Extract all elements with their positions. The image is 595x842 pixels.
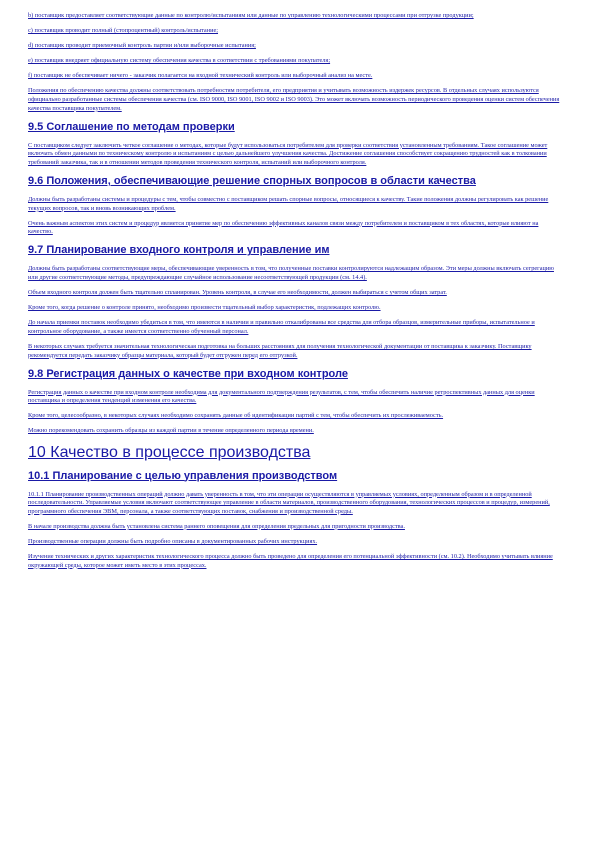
heading-9-5: 9.5 Соглашение по методам проверки — [28, 120, 235, 133]
paragraph-inspection-volume: Объем входного контроля должен быть тщательно спланирован. Уровень контроля, в случае его необходимости, должен выбираться с учетом общих затрат. — [28, 289, 447, 297]
paragraph-records: Регистрация данных о качестве при входном контроле необходима для документального подтверждения результатов, с тем, чтобы обеспечить наличие ретроспективных данных для оценки поставщика и определения тенденций изменения его качества. — [28, 388, 535, 405]
heading-9-7: 9.7 Планирование входного контроля и управление им — [28, 244, 330, 257]
paragraph-quality-assurance: Положения по обеспечению качества должны соответствовать потребностям потребителя, его предприятия и учитывать возможность издержек ресурсов. В отдельных случаях используются официально разработанные системы обеспечения качества (см. ISO 9000, ISO 9001, ISO 9002 и ISO 9003). Это может включать возможность периодического проведения оценки систем обеспечения качества поставщика покупателем. — [28, 87, 560, 112]
paragraph-equipment: До начала приемки поставок необходимо убедиться в том, что имеются в наличии и правильно откалиброваны все средства для отбора образцов, измерительные приборы, испытательное и контрольное оборудование, а также имеется соответственно обученный персонал. — [28, 319, 535, 335]
paragraph-e: e) поставщик внедряет официальную систему обеспечения качества в соответствии с требованиями покупателя; — [28, 57, 331, 65]
heading-9-8: 9.8 Регистрация данных о качестве при входном контроле — [28, 367, 348, 380]
heading-9-6: 9.6 Положения, обеспечивающие решение спорных вопросов в области качества — [28, 175, 476, 188]
paragraph-c: c) поставщик проводит полный (стопроцентный) контроль/испытание; — [28, 27, 219, 35]
paragraph-b: b) поставщик предоставляет соответствующие данные по контролю/испытаниям или данные по управлению технологическими процессами при отгрузке продукции; — [28, 12, 474, 19]
paragraph-early-warning: В начале производства должна быть установлена система раннего оповещения для определения предельных для пригодности производства. — [28, 522, 405, 530]
paragraph-work-instructions: Производственные операции должны быть подробно описаны в документированных рабочих инструкциях. — [28, 537, 318, 545]
heading-10: 10 Качество в процессе производства — [28, 443, 311, 461]
paragraph-traceability: Кроме того, целесообразно, в некоторых случаях необходимо сохранять данные об идентификации партий с тем, чтобы обеспечить их прослеживаемость. — [28, 412, 444, 420]
paragraph-communication: Очень важным аспектом этих систем и процедур является принятие мер по обеспечению эффективных каналов связи между потребителем и поставщиком в тех областях, которые влияют на качество. — [28, 219, 539, 236]
paragraph-verification-agreement: С поставщиком следует заключить четкое соглашение о методах, которые будут использоваться потребителем для проверки соответствия установленным требованиям. Такое соглашение может включать обмен данными по техническому контролю и испытаниям с целью дальнейшего улучшения качества. Достижение соглашения способствует сокращению трудностей как в толковании требований заказчика, так и в отношении методов проведения технического контроля, испытаний или выборочного контроля. — [28, 141, 548, 166]
paragraph-characteristics: Кроме того, когда решение о контроле принято, необходимо произвести тщательный выбор характеристик, подлежащих контролю. — [28, 304, 381, 312]
paragraph-dispute-systems: Должны быть разработаны системы и процедуры с тем, чтобы совместно с поставщиком решать спорные вопросы, относящиеся к качеству. Такие положения должны регулировать как решение текущих вопросов, так и вновь возникающих проблем. — [28, 196, 549, 212]
paragraph-process-capability: Изучение технических и других характеристик технологического процесса должно быть проведено для определения его потенциальной эффективности (см. 10.2). Необходимо учитывать влияние окружающей среды, которое может иметь место в этих процессах. — [28, 553, 553, 569]
paragraph-f: f) поставщик не обеспечивает ничего - заказчик полагается на входной технический контроль или выборочный анализ на месте. — [28, 72, 373, 80]
paragraph-samples: В некоторых случаях требуется значительная технологическая подготовка на больших расстояниях для получения технологической документации от поставщика к заказчику. Поставщику рекомендуется передать заказчику образцы материала, который будет отгружен перед его отгрузкой. — [28, 342, 532, 359]
paragraph-d: d) поставщик проводит приемочный контроль партии и/или выборочные испытания; — [28, 42, 256, 50]
heading-10-1: 10.1 Планирование с целью управления производством — [28, 469, 338, 482]
paragraph-incoming-measures: Должны быть разработаны соответствующие меры, обеспечивающие уверенность в том, что полученные поставки контролируются надлежащим образом. Эти меры должны включать сегрегацию или другие соответствующие методы, предупреждающие случайное использование несоответствующей продукции (см. 14.4). — [28, 265, 554, 281]
paragraph-10-1-1: 10.1.1 Планирование производственных операций должно давать уверенность в том, что эти операции осуществляются в управляемых условиях, определенным образом и в определенной последовательности. Управляемые условия включают соответствующее управление в области материалов, производственного оборудования, технологических процессов и процедур, измерений, программного обеспечения ЭВМ, персонала, а также соответствующих поставок, снабжения и производственной среды. — [28, 490, 550, 515]
paragraph-retain-samples: Можно порекомендовать сохранить образцы из каждой партии в течение определенного периода времени. — [28, 427, 314, 435]
